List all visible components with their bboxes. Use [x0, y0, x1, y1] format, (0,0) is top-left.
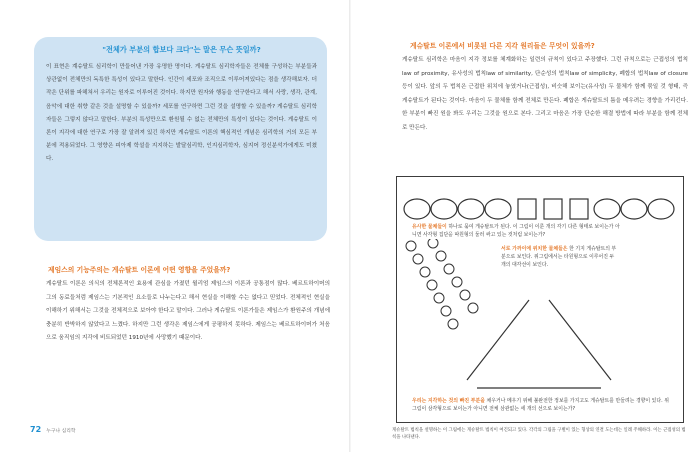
callout-title: "전체가 부분의 합보다 크다"는 말은 무슨 뜻일까?	[102, 45, 261, 54]
right-body: 게슈탈트 심리학은 마음이 지각 정보를 체계화하는 일련의 규칙이 있다고 주장했다. 그런 규칙으로는 근접성의 법칙law of proximity, 유사성의 법칙law of similarity, 단순성의 법칙law of simplicity, 폐합의 법칙law of closure 등이 있다. 앞의 두 법칙은 근접한 위치에 놓였거나(근접성), 비슷해 보이는(유사성) 두 물체가 함께 묶일 것 형태, 즉 게슈탈트가 된다는 것이다. 마음이 두 물체를 함께 전체로 만든다. 폐합은 게슈탈트의 틈을 메우려는 경향을 가리킨다. 한 부분이 빠진 원을 봐도 우리는 그것을 원으로 본다. 그리고 마음은 가장 단순한 해결 방법에 따라 부분을 함께 전체로 만든다.	[402, 57, 688, 131]
closure-highlight: 우리는 지각하는 것의 빠진 부분을	[412, 398, 485, 404]
gestalt-figure	[396, 176, 684, 423]
square-shape	[544, 199, 562, 219]
circle-shape	[431, 199, 457, 219]
proximity-text: 한 기지 게슈탈트의 부분으로 보인다. 위그림에서는 타원형으로 이루어진 두 개의 대각선이 보인다.	[501, 246, 617, 268]
proximity-highlight: 서로 가까이에 위치한 물체들은	[501, 246, 568, 252]
circle-shape	[458, 199, 484, 219]
page-folio	[30, 425, 76, 434]
square-shape	[518, 199, 536, 219]
callout-body: 이 표현은 계슈탈트 심리학이 만들어낸 가장 유명한 명이다. 게슈탈트 심리학자들은 전체를 구성하는 부분들과 상관없이 전체만의 독특한 특성이 있다고 말한다. 인간이 세포와 조직으로 이루어져있다는 점을 생각해보자. 더 작은 단위를 파헤쳐서 우리는 원자로 이루어진 것이다. 하지만 원자와 행동을 연구한다고 해서 사랑, 생각, 관계, 음악에 대한 취향 같은 것을 설명할 수 있을까? 세포를 연구하면 그런 것을 설명할 수 있을까? 게슈탈트 심리학자들은 그렇지 않다고 말한다. 부분의 특성만으로 환원될 수 없는 전체만의 특성이 있다는 것이다. 게슈탈트 이론이 지각에 대한 연구로 가장 잘 알려져 있긴 하지만 게슈탈트 이론의 핵심적인 개념은 심리학의 거의 모든 부분에 적용되었다. 그 영향은 피아제 학설을 지지하는 발달심리학, 인지심리학자, 심지어 정신분석가에게도 미쳤다.	[46, 64, 317, 163]
similarity-shapes	[404, 199, 674, 219]
book-title: 누구나 심리학	[46, 429, 76, 434]
figure-caption: 게슈탈트 법칙을 설명하는 이 그림에는 게슈탈트 법칙이 여긴되고 있다. 각각의 그림을 구별이 있는 형상의 연결 도는데는 일례 주해하라. 이는 근접성의 법칙을 나타낸다.	[392, 428, 686, 440]
circle-shape	[621, 199, 647, 219]
section-heading: 제임스의 기능주의는 게슈탈트 이론에 어떤 영향을 주었을까?	[48, 266, 231, 274]
square-shape	[570, 199, 588, 219]
proximity-circles	[406, 238, 478, 329]
circle-shape	[594, 199, 620, 219]
circle-shape	[485, 199, 511, 219]
closure-triangle	[467, 300, 611, 388]
sidebar-callout	[34, 37, 327, 241]
gestalt-illustrations	[397, 177, 683, 422]
page-number: 72	[30, 425, 42, 434]
closure-text: 채우거나 메우기 위해 불완전한 정보를 가지고도 게슈탈트를 만들려는 경향이 있다. 위 그림이 삼각형으로 보이는가 아니면 전체 삼관없는 세 개의 선으로 보이는가?	[412, 398, 669, 412]
similarity-note	[412, 223, 622, 239]
proximity-note	[501, 245, 617, 269]
similarity-text: 하나로 묶여 게슈탈트가 된다. 이 그림이 이룬 개의 각기 다른 형태로 보이는가 아니면 사각형 집단을 따원형의 둘러 싸고 있는 것처럼 보이는가?	[412, 224, 620, 238]
section-body: 게슈탈트 이론은 의식의 전체론적인 효용에 관심을 가졌던 윌리엄 제임스의 이론과 공통점이 많다. 베르트하이머의 그의 동료들처럼 제임스는 기본적인 요소들로 나누는다고 해서 현실을 이해할 수는 없다고 믿었다. 전체적인 현실을 이해하기 위해서는 그것을 전체적으로 보아야 한다고 말이다. 그러나 게슈탈트 이론가들은 제임스가 환원주의 개념에 충분히 반박하지 않았다고 느꼈다. 하지만 그런 생각은 제임스에게 공평하지 못하다. 제임스는 베르트하이머가 처음으로 움직임의 지각에 비트되었던 1910년에 사망했기 때문이다.	[46, 281, 330, 342]
circle-shape	[648, 199, 674, 219]
closure-note	[412, 397, 670, 413]
circle-shape	[404, 199, 430, 219]
right-heading: 게슈탈트 이론에서 비롯된 다른 지각 원리들은 무엇이 있을까?	[410, 42, 595, 50]
right-page	[350, 0, 700, 452]
similarity-highlight: 유사한 물체들이	[412, 224, 447, 230]
